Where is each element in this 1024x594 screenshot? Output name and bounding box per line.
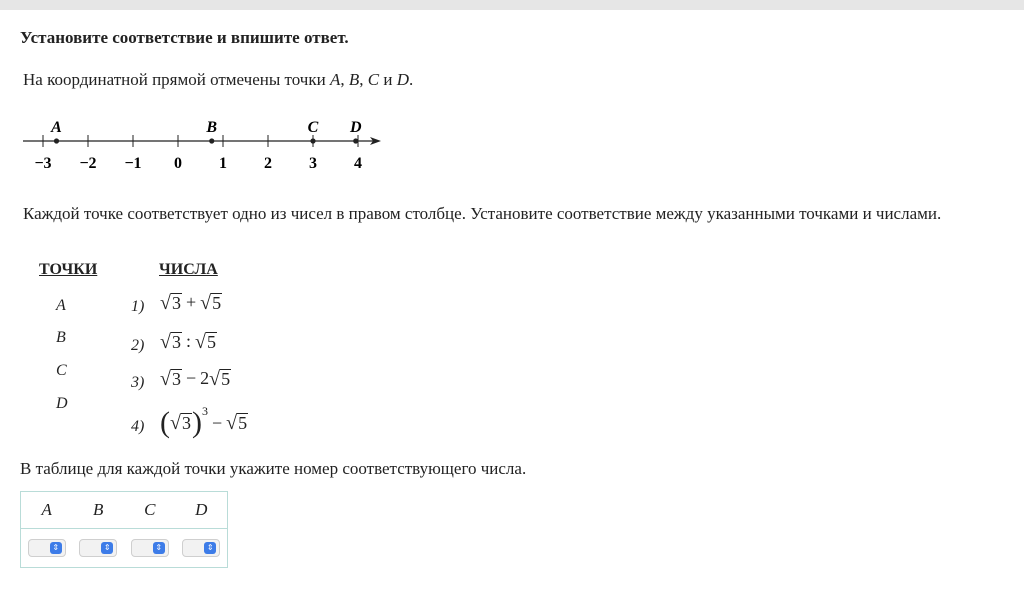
numbers-column-header: ЧИСЛА [159,261,218,278]
number-line [20,112,390,174]
answer-header-d: D [195,500,208,519]
option-1-formula: √ 3 + √ 5 [160,291,222,314]
number-line-point-d [353,138,358,143]
task-title: Установите соответствие и впишите ответ. [20,28,349,47]
answer-cell-b [73,529,125,567]
number-line-tick-label: −2 [79,155,97,172]
number-line-tick-label: 1 [219,155,227,172]
number-line-tick-label: −3 [34,155,52,172]
point-label-a: A [56,297,66,314]
answer-table [20,491,228,568]
point-label-b: B [56,329,66,346]
option-1-number: 1) [131,298,145,315]
answer-header-a: A [41,500,52,519]
points-column-header: ТОЧКИ [39,261,98,278]
number-line-point-label-c: C [307,119,319,136]
number-line-tick-label: 3 [309,155,317,172]
number-line-tick-label: 0 [174,155,182,172]
task-description: Каждой точке соответствует одно из чисел в правом столбце. Установите соответствие между указанными точками и числами. [23,204,942,223]
number-line-point-b [209,138,214,143]
up-down-chevron-icon: ⇕ [153,542,165,554]
answer-select-a[interactable] [28,539,66,557]
up-down-chevron-icon: ⇕ [101,542,113,554]
answer-cell-a [21,529,73,567]
option-2-number: 2) [131,337,145,354]
up-down-chevron-icon: ⇕ [50,542,62,554]
top-bar [0,0,1024,10]
number-line-point-label-b: B [206,119,218,136]
option-2-formula: √ 3 : √ 5 [160,330,216,353]
answer-select-d[interactable] [182,539,220,557]
option-4-number: 4) [131,418,145,435]
number-line-tick-label: 2 [264,155,272,172]
answer-select-b[interactable] [79,539,117,557]
point-label-c: C [56,362,67,379]
answer-select-c[interactable] [131,539,169,557]
answer-header-c: C [144,500,156,519]
option-3-number: 3) [131,374,145,391]
intro-text: На координатной прямой отмечены точки A, B, C и D. [23,70,414,89]
number-line-tick-label: −1 [124,155,142,172]
number-line-point-c [310,138,315,143]
point-label-d: D [56,395,68,412]
number-line-point-label-d: D [349,119,362,136]
number-line-tick-label: 4 [354,155,362,172]
option-4-formula: ( √ 3 ) 3 − √ 5 [160,404,248,439]
answer-cell-d [176,529,228,567]
answer-header-b: B [93,500,104,519]
option-3-formula: √ 3 − 2 √ 5 [160,367,231,390]
number-line-point-a [54,138,59,143]
answer-table-select-row [21,529,227,567]
answer-cell-c [124,529,176,567]
up-down-chevron-icon: ⇕ [204,542,216,554]
answer-table-header-row [21,492,227,529]
number-line-point-label-a: A [51,119,62,136]
answer-instruction: В таблице для каждой точки укажите номер соответствующего числа. [20,459,527,478]
